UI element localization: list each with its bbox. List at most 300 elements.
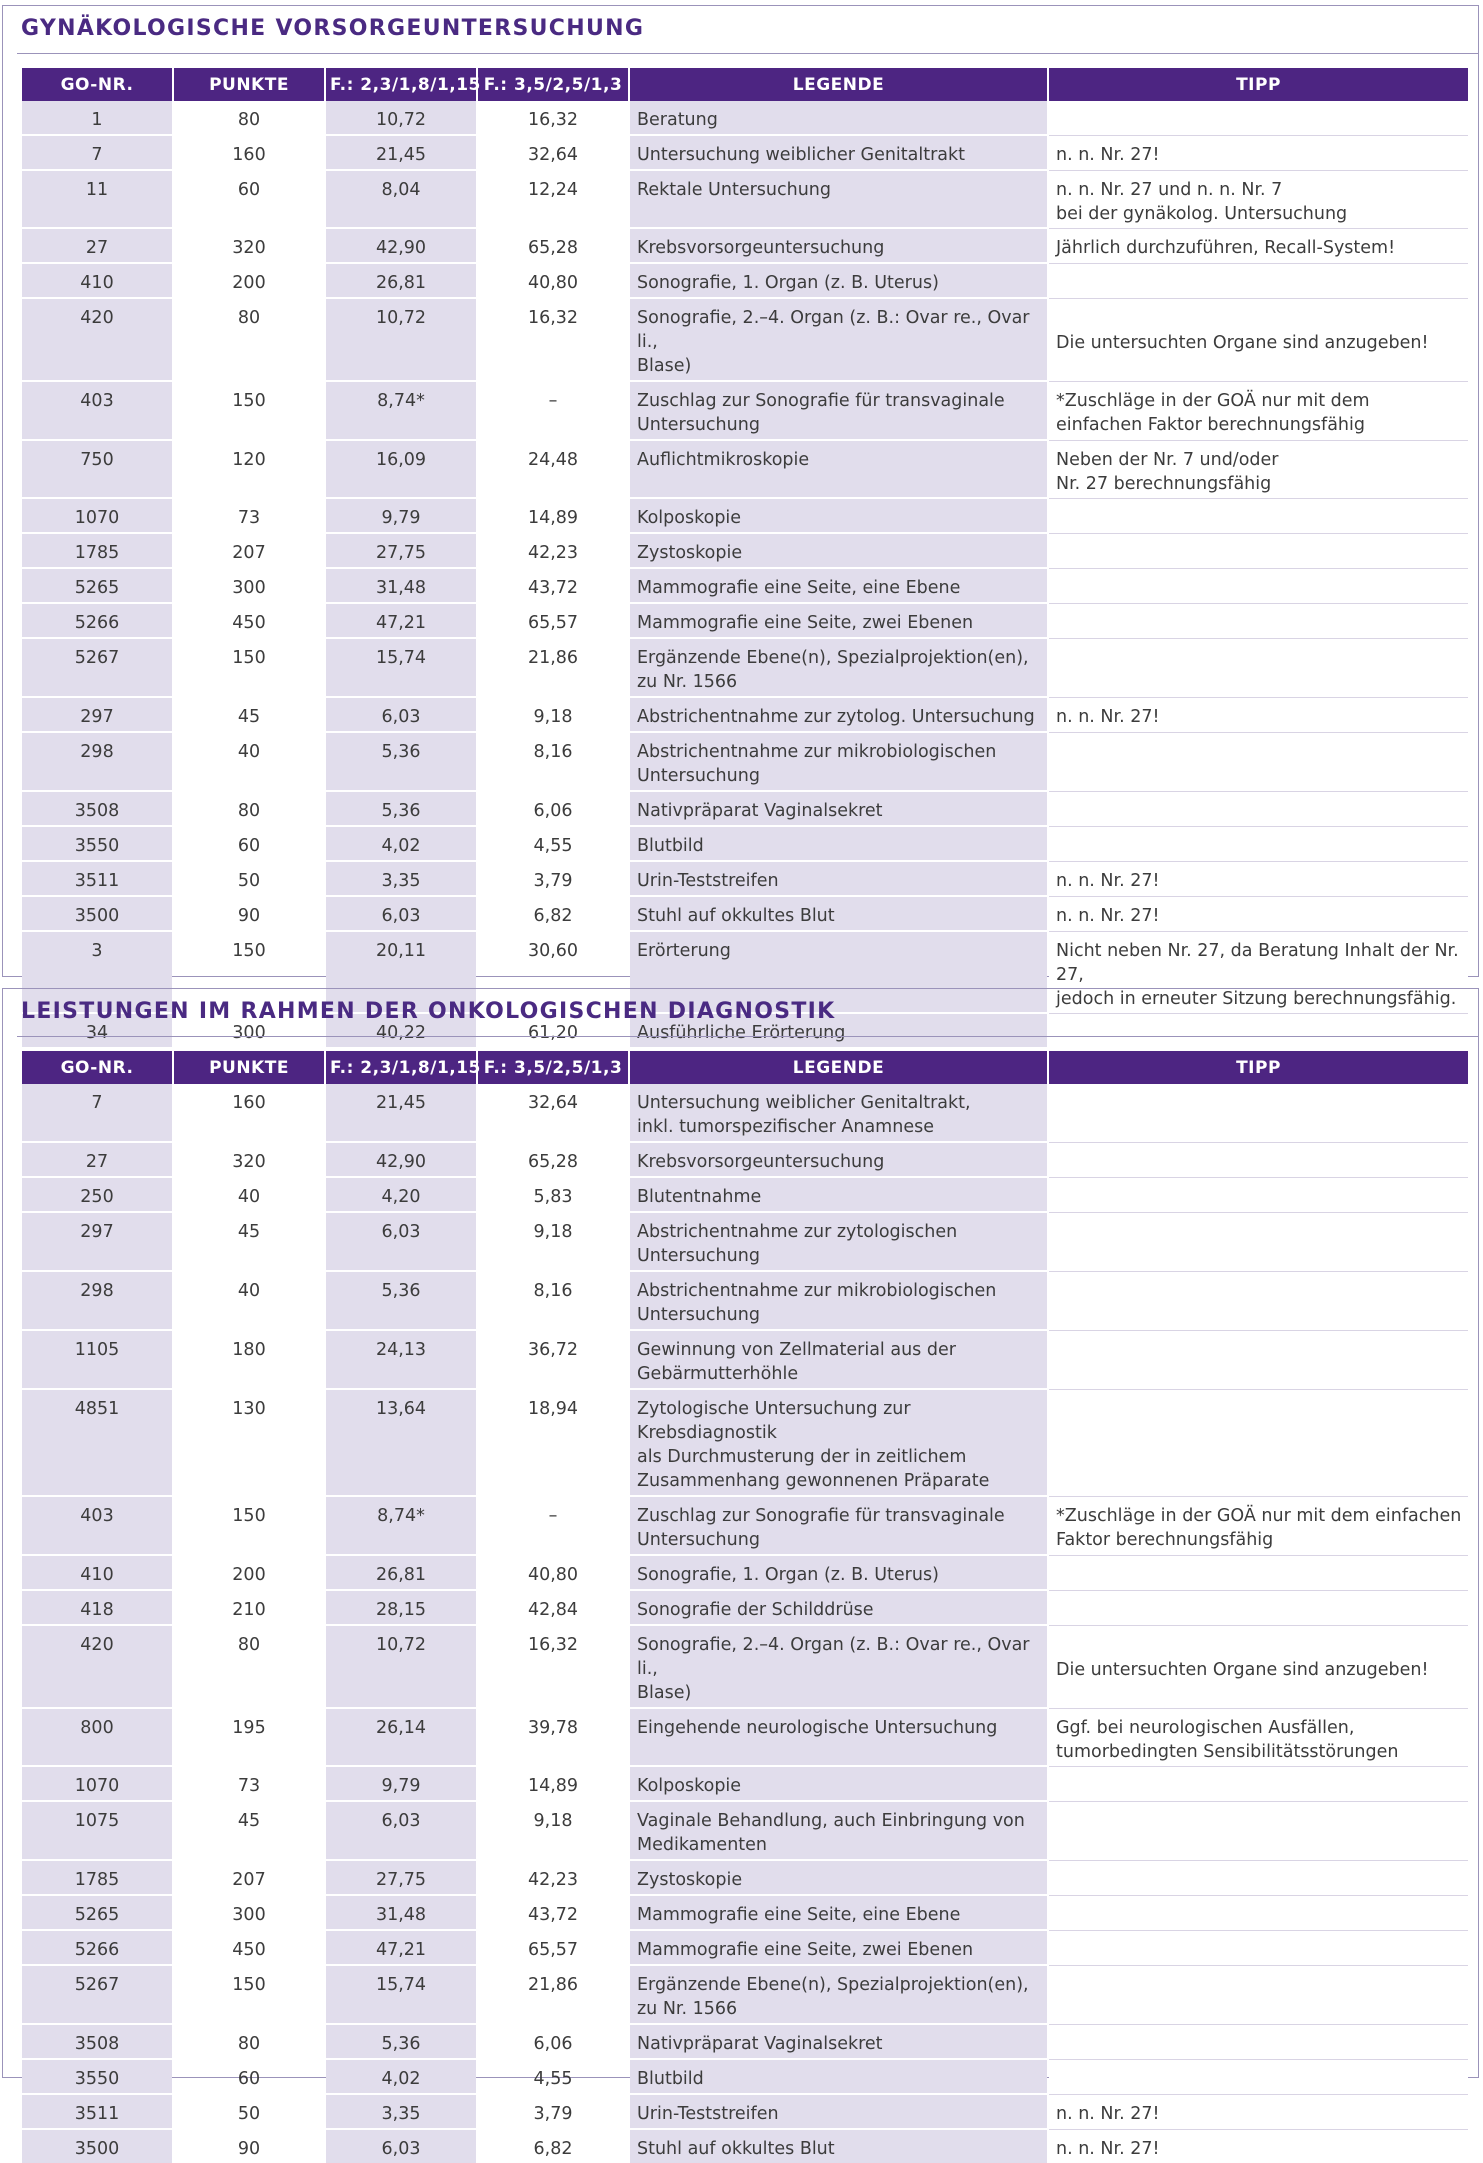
legend-text: Mammografie eine Seite, zwei Ebenen (637, 1940, 974, 1960)
cell-legende (630, 1178, 1047, 1213)
cell-punkte: 150 (174, 382, 324, 441)
table-row (22, 534, 1468, 569)
cell-faktor-niedrig: 42,90 (326, 229, 476, 264)
cell-faktor-niedrig: 5,36 (326, 2025, 476, 2060)
legend-text: Sonografie der Schilddrüse (637, 1600, 874, 1620)
cell-go-nr: 27 (22, 229, 172, 264)
legend-text: Gewinnung von Zellmaterial aus der Gebärmutterhöhle (637, 1340, 956, 1384)
cell-faktor-niedrig: 20,11 (326, 932, 476, 1014)
cell-tipp (1049, 1966, 1468, 2025)
table-header-row (22, 1051, 1468, 1084)
cell-legende (630, 792, 1047, 827)
cell-faktor-hoch: 65,57 (478, 1931, 628, 1966)
cell-faktor-hoch: 43,72 (478, 1896, 628, 1931)
cell-faktor-hoch: 40,80 (478, 1556, 628, 1591)
cell-go-nr: 3 (22, 932, 172, 1014)
cell-tipp (1049, 1767, 1468, 1802)
cell-tipp (1049, 604, 1468, 639)
cell-punkte: 120 (174, 441, 324, 499)
table-row (22, 1390, 1468, 1497)
cell-tipp (1049, 1178, 1468, 1213)
legend-text: Beratung (637, 110, 718, 130)
cell-legende (630, 1213, 1047, 1272)
cell-go-nr: 5267 (22, 1966, 172, 2025)
tip-text: Nicht neben Nr. 27, da Beratung Inhalt der Nr. 27, jedoch in erneuter Sitzung berechnungsfähig. (1056, 941, 1459, 1009)
cell-faktor-hoch: 42,23 (478, 1861, 628, 1896)
cell-tipp (1049, 264, 1468, 299)
legend-text: Abstrichentnahme zur mikrobiologischen Untersuchung (637, 742, 997, 786)
cell-faktor-niedrig: 26,14 (326, 1709, 476, 1767)
cell-faktor-niedrig: 40,22 (326, 1014, 476, 1047)
tip-text: n. n. Nr. 27! (1056, 707, 1160, 727)
title-divider (17, 53, 1478, 54)
cell-punkte: 300 (232, 1023, 266, 1043)
table-row (22, 1591, 1468, 1626)
table-row (22, 569, 1468, 604)
cell-faktor-niedrig: 27,75 (326, 1861, 476, 1896)
cell-go-nr: 1070 (22, 499, 172, 534)
cell-legende (630, 1767, 1047, 1802)
table-row (22, 1966, 1468, 2025)
cell-punkte: 450 (174, 604, 324, 639)
cell-legende (630, 1861, 1047, 1896)
tip-text: n. n. Nr. 27 und n. n. Nr. 7 bei der gynäkolog. Untersuchung (1056, 180, 1348, 224)
cell-legende (630, 1709, 1047, 1767)
table-row (22, 862, 1468, 897)
cell-go-nr: 34 (22, 1014, 172, 1047)
cell-faktor-niedrig: 4,02 (326, 827, 476, 862)
table-row (22, 441, 1468, 499)
cell-tipp (1049, 733, 1468, 792)
cell-faktor-hoch: 40,80 (478, 264, 628, 299)
table-row (22, 171, 1468, 229)
legend-text: Abstrichentnahme zur zytologischen Untersuchung (637, 1222, 958, 1266)
cell-legende (630, 827, 1047, 862)
cell-punkte: 73 (174, 1767, 324, 1802)
cell-tipp (1049, 299, 1468, 382)
cell-go-nr: 418 (22, 1591, 172, 1626)
cell-faktor-niedrig: 28,15 (326, 1591, 476, 1626)
cell-tipp (1049, 1272, 1468, 1331)
cell-legende (630, 862, 1047, 897)
cell-faktor-hoch: 12,24 (478, 171, 628, 229)
cell-tipp (1049, 2095, 1468, 2130)
legend-text: Stuhl auf okkultes Blut (637, 906, 835, 926)
cell-tipp (1049, 1213, 1468, 1272)
cell-tipp (1049, 1591, 1468, 1626)
cell-punkte: 40 (174, 733, 324, 792)
table-row (22, 1896, 1468, 1931)
table-row (22, 604, 1468, 639)
cell-go-nr: 403 (22, 1497, 172, 1556)
cell-faktor-hoch: 5,83 (478, 1178, 628, 1213)
cell-tipp (1049, 827, 1468, 862)
cell-punkte: 207 (174, 534, 324, 569)
section-title: GYNÄKOLOGISCHE VORSORGEUNTERSUCHUNG (21, 16, 645, 41)
legend-text: Rektale Untersuchung (637, 180, 831, 200)
cell-go-nr: 3550 (22, 2060, 172, 2095)
tip-text: Jährlich durchzuführen, Recall-System! (1056, 238, 1396, 258)
table-row (22, 827, 1468, 862)
cell-faktor-niedrig: 9,79 (326, 1767, 476, 1802)
legend-text: Abstrichentnahme zur zytolog. Untersuchung (637, 707, 1035, 727)
cell-faktor-hoch: 16,32 (478, 299, 628, 382)
cell-faktor-hoch: 6,06 (478, 792, 628, 827)
cell-legende (630, 639, 1047, 698)
cell-punkte: 130 (174, 1390, 324, 1497)
cell-faktor-hoch: 16,32 (478, 101, 628, 136)
cell-faktor-niedrig: 4,02 (326, 2060, 476, 2095)
cell-go-nr: 5265 (22, 1896, 172, 1931)
cell-faktor-hoch: 30,60 (478, 932, 628, 1014)
cell-punkte: 450 (174, 1931, 324, 1966)
cell-faktor-niedrig: 42,90 (326, 1143, 476, 1178)
cell-faktor-niedrig: 21,45 (326, 136, 476, 171)
cell-legende (630, 1143, 1047, 1178)
legend-text: Eingehende neurologische Untersuchung (637, 1718, 998, 1738)
cell-faktor-hoch: 4,55 (478, 827, 628, 862)
cell-legende (630, 1966, 1047, 2025)
cell-faktor-niedrig: 10,72 (326, 101, 476, 136)
legend-text: Urin-Teststreifen (637, 2104, 779, 2124)
cell-faktor-hoch: – (478, 1497, 628, 1556)
cell-go-nr: 403 (22, 382, 172, 441)
table-row (22, 1213, 1468, 1272)
cell-faktor-hoch: 32,64 (478, 136, 628, 171)
cell-faktor-niedrig: 8,74* (326, 1497, 476, 1556)
cell-legende (630, 441, 1047, 499)
cell-faktor-niedrig: 6,03 (326, 2130, 476, 2163)
cell-legende (630, 569, 1047, 604)
table-row (22, 1767, 1468, 1802)
legend-text: Sonografie, 2.–4. Organ (z. B.: Ovar re., Ovar li., Blase) (637, 1635, 1030, 1703)
cell-legende (630, 1896, 1047, 1931)
cell-go-nr: 1070 (22, 1767, 172, 1802)
legend-text: Kolposkopie (637, 508, 742, 528)
cell-go-nr: 5266 (22, 604, 172, 639)
cell-punkte: 180 (174, 1331, 324, 1390)
cell-faktor-hoch: 6,82 (533, 2139, 573, 2159)
cell-faktor-niedrig: 3,35 (326, 2095, 476, 2130)
legend-text: Zuschlag zur Sonografie für transvaginale Untersuchung (637, 1506, 1005, 1550)
cell-faktor-hoch: 42,84 (478, 1591, 628, 1626)
cell-faktor-niedrig: 8,04 (326, 171, 476, 229)
legend-text: Zystoskopie (637, 1870, 743, 1890)
cell-faktor-niedrig: 15,74 (326, 1966, 476, 2025)
cell-go-nr: 410 (22, 264, 172, 299)
cell-punkte: 150 (174, 1497, 324, 1556)
cell-faktor-niedrig: 4,20 (326, 1178, 476, 1213)
cell-faktor-hoch: 8,16 (478, 1272, 628, 1331)
table-row (22, 299, 1468, 382)
cell-faktor-hoch: 39,78 (478, 1709, 628, 1767)
column-header-tipp: TIPP (1049, 1051, 1468, 1084)
tip-text: Die untersuchten Organe sind anzugeben! (1056, 1659, 1429, 1680)
table-row (22, 698, 1468, 733)
table-row (22, 1178, 1468, 1213)
cell-faktor-hoch: 18,94 (478, 1390, 628, 1497)
cell-legende (630, 299, 1047, 382)
cell-legende (630, 2025, 1047, 2060)
cell-go-nr: 4851 (22, 1390, 172, 1497)
cell-tipp (1049, 569, 1468, 604)
cell-legende (630, 733, 1047, 792)
legend-text: Mammografie eine Seite, eine Ebene (637, 1905, 961, 1925)
cell-punkte: 50 (174, 2095, 324, 2130)
cell-punkte: 60 (174, 2060, 324, 2095)
cell-faktor-niedrig: 5,36 (326, 792, 476, 827)
cell-punkte: 80 (174, 792, 324, 827)
cell-faktor-niedrig: 26,81 (326, 1556, 476, 1591)
cell-faktor-hoch: 24,48 (478, 441, 628, 499)
cell-legende (630, 1390, 1047, 1497)
column-header-punkte: PUNKTE (174, 1051, 324, 1084)
cell-go-nr: 1105 (22, 1331, 172, 1390)
cell-tipp (1049, 1861, 1468, 1896)
cell-legende (630, 1591, 1047, 1626)
cell-faktor-hoch: 42,23 (478, 534, 628, 569)
cell-faktor-hoch: 32,64 (478, 1084, 628, 1143)
table-row (22, 733, 1468, 792)
cell-punkte: 60 (174, 171, 324, 229)
cell-go-nr: 1785 (22, 534, 172, 569)
cell-tipp (1049, 698, 1468, 733)
cell-faktor-hoch: 3,79 (478, 862, 628, 897)
cell-faktor-hoch: 36,72 (478, 1331, 628, 1390)
tip-text: Ggf. bei neurologischen Ausfällen, tumorbedingten Sensibilitätsstörungen (1056, 1718, 1399, 1762)
cell-punkte: 200 (174, 264, 324, 299)
legend-text: Untersuchung weiblicher Genitaltrakt (637, 145, 966, 165)
cell-faktor-niedrig: 6,03 (326, 1802, 476, 1861)
cell-punkte: 150 (174, 932, 324, 1014)
cell-legende (630, 2060, 1047, 2095)
legend-text: Sonografie, 2.–4. Organ (z. B.: Ovar re., Ovar li., Blase) (637, 308, 1030, 376)
cell-faktor-hoch: 6,82 (478, 897, 628, 932)
cell-faktor-hoch: 9,18 (478, 698, 628, 733)
cell-punkte: 45 (174, 1213, 324, 1272)
cell-legende (630, 264, 1047, 299)
tip-text: n. n. Nr. 27! (1056, 906, 1160, 926)
cell-legende (630, 136, 1047, 171)
cell-faktor-hoch: 65,57 (478, 604, 628, 639)
cell-legende (630, 1272, 1047, 1331)
cell-faktor-hoch: 65,28 (478, 1143, 628, 1178)
cell-faktor-hoch: 14,89 (478, 499, 628, 534)
cell-go-nr: 3500 (22, 897, 172, 932)
title-divider (17, 1036, 1478, 1037)
legend-text: Zystoskopie (637, 543, 743, 563)
legend-text: Zuschlag zur Sonografie für transvaginale Untersuchung (637, 391, 1005, 435)
cell-faktor-niedrig: 13,64 (326, 1390, 476, 1497)
cell-faktor-hoch: 8,16 (478, 733, 628, 792)
cell-legende (630, 534, 1047, 569)
legend-text: Stuhl auf okkultes Blut (637, 2139, 835, 2159)
cell-punkte: 60 (174, 827, 324, 862)
cell-punkte: 80 (174, 299, 324, 382)
cell-tipp (1049, 1084, 1468, 1143)
cell-punkte: 200 (174, 1556, 324, 1591)
cell-faktor-niedrig: 6,03 (326, 897, 476, 932)
cell-tipp (1049, 382, 1468, 441)
column-header-faktor-hoch: F.: 3,5/2,5/1,3 (478, 68, 628, 101)
table-row (22, 639, 1468, 698)
table-row (22, 1931, 1468, 1966)
cell-faktor-hoch: 21,86 (478, 639, 628, 698)
cell-punkte: 50 (174, 862, 324, 897)
cell-tipp (1049, 1896, 1468, 1931)
legend-text: Krebsvorsorgeuntersuchung (637, 238, 885, 258)
table-row (22, 1626, 1468, 1709)
cell-go-nr: 5265 (22, 569, 172, 604)
table-row (22, 1497, 1468, 1556)
cell-faktor-niedrig: 6,03 (326, 1213, 476, 1272)
cell-legende (630, 171, 1047, 229)
cell-legende (630, 229, 1047, 264)
cell-faktor-niedrig: 27,75 (326, 534, 476, 569)
cell-legende (630, 2130, 1047, 2163)
section-title: LEISTUNGEN IM RAHMEN DER ONKOLOGISCHEN DIAGNOSTIK (21, 999, 836, 1024)
legend-text: Abstrichentnahme zur mikrobiologischen Untersuchung (637, 1281, 997, 1325)
cell-punkte: 80 (174, 2025, 324, 2060)
section-oncological-diagnostics (2, 988, 1479, 2159)
table-row (22, 2060, 1468, 2095)
tip-text: *Zuschläge in der GOÄ nur mit dem einfachen Faktor berechnungsfähig (1056, 391, 1370, 435)
cell-punkte: 73 (174, 499, 324, 534)
cell-faktor-niedrig: 21,45 (326, 1084, 476, 1143)
cell-go-nr: 410 (22, 1556, 172, 1591)
cell-go-nr: 11 (22, 171, 172, 229)
cell-faktor-hoch: 9,18 (478, 1802, 628, 1861)
cell-tipp (1049, 229, 1468, 264)
cell-punkte: 80 (174, 101, 324, 136)
cell-tipp (1049, 2130, 1468, 2163)
cell-legende (630, 499, 1047, 534)
table-row (22, 1331, 1468, 1390)
column-header-tipp: TIPP (1049, 68, 1468, 101)
legend-text: Krebsvorsorgeuntersuchung (637, 1152, 885, 1172)
legend-text: Mammografie eine Seite, zwei Ebenen (637, 613, 974, 633)
column-header-faktor-hoch: F.: 3,5/2,5/1,3 (478, 1051, 628, 1084)
cell-faktor-hoch: 6,06 (478, 2025, 628, 2060)
legend-text: Blutbild (637, 2069, 704, 2089)
cell-punkte: 320 (174, 229, 324, 264)
cell-faktor-hoch: 14,89 (478, 1767, 628, 1802)
cell-tipp (1049, 1802, 1468, 1861)
table-row (22, 1556, 1468, 1591)
table-row (22, 897, 1468, 932)
cell-tipp (1049, 639, 1468, 698)
cell-faktor-hoch: 4,55 (478, 2060, 628, 2095)
cell-tipp (1049, 1497, 1468, 1556)
table-row (22, 1143, 1468, 1178)
table-row (22, 229, 1468, 264)
table-row (22, 1861, 1468, 1896)
column-header-legende: LEGENDE (630, 1051, 1047, 1084)
table-row (22, 1272, 1468, 1331)
cell-go-nr: 1785 (22, 1861, 172, 1896)
cell-legende (630, 1556, 1047, 1591)
cell-tipp (1049, 2025, 1468, 2060)
cell-legende (630, 897, 1047, 932)
cell-tipp (1049, 1331, 1468, 1390)
cell-faktor-niedrig: 47,21 (326, 604, 476, 639)
legend-text: Sonografie, 1. Organ (z. B. Uterus) (637, 273, 939, 293)
table-row (22, 499, 1468, 534)
legend-text: Ergänzende Ebene(n), Spezialprojektion(en), zu Nr. 1566 (637, 1975, 1029, 2019)
cell-faktor-hoch: 3,79 (478, 2095, 628, 2130)
table-row (22, 2130, 1468, 2163)
legend-text: Erörterung (637, 941, 731, 961)
cell-tipp (1049, 101, 1468, 136)
cell-go-nr: 298 (22, 733, 172, 792)
cell-go-nr: 297 (22, 698, 172, 733)
cell-go-nr: 1 (22, 101, 172, 136)
legend-text: Urin-Teststreifen (637, 871, 779, 891)
tip-text: n. n. Nr. 27! (1056, 2104, 1160, 2124)
cell-punkte: 160 (174, 1084, 324, 1143)
cell-legende (630, 101, 1047, 136)
cell-tipp (1049, 441, 1468, 499)
cell-go-nr: 3550 (22, 827, 172, 862)
cell-go-nr: 420 (22, 1626, 172, 1709)
legend-text: Blutbild (637, 836, 704, 856)
cell-punkte: 40 (174, 1178, 324, 1213)
cell-legende (630, 382, 1047, 441)
cell-legende (630, 1331, 1047, 1390)
cell-faktor-hoch: 43,72 (478, 569, 628, 604)
cell-legende (630, 1931, 1047, 1966)
cell-faktor-hoch: 9,18 (478, 1213, 628, 1272)
cell-tipp (1049, 1626, 1468, 1709)
cell-go-nr: 5266 (22, 1931, 172, 1966)
tip-text: n. n. Nr. 27! (1056, 145, 1160, 165)
cell-go-nr: 3511 (22, 2095, 172, 2130)
cell-faktor-niedrig: 10,72 (326, 1626, 476, 1709)
table-header-row (22, 68, 1468, 101)
cell-faktor-niedrig: 8,74* (326, 382, 476, 441)
cell-go-nr: 298 (22, 1272, 172, 1331)
cell-punkte: 207 (174, 1861, 324, 1896)
fee-table (20, 68, 1470, 1047)
cell-faktor-hoch: 65,28 (478, 229, 628, 264)
fee-table (20, 1051, 1470, 2163)
legend-text: Auflichtmikroskopie (637, 450, 810, 470)
cell-punkte: 90 (174, 897, 324, 932)
cell-go-nr: 420 (22, 299, 172, 382)
table-row (22, 1084, 1468, 1143)
cell-faktor-hoch: 61,20 (527, 1023, 579, 1043)
cell-punkte: 195 (174, 1709, 324, 1767)
cell-go-nr: 3511 (22, 862, 172, 897)
cell-tipp (1049, 897, 1468, 932)
cell-legende (630, 1497, 1047, 1556)
legend-text: Mammografie eine Seite, eine Ebene (637, 578, 961, 598)
cell-faktor-niedrig: 15,74 (326, 639, 476, 698)
cell-faktor-niedrig: 5,36 (326, 733, 476, 792)
table-row (22, 136, 1468, 171)
cell-punkte: 80 (174, 1626, 324, 1709)
cell-faktor-niedrig: 31,48 (326, 569, 476, 604)
column-header-punkte: PUNKTE (174, 68, 324, 101)
cell-go-nr: 297 (22, 1213, 172, 1272)
cell-punkte: 150 (174, 1966, 324, 2025)
legend-text: Blutentnahme (637, 1187, 762, 1207)
cell-legende (630, 1084, 1047, 1143)
cell-punkte: 150 (174, 639, 324, 698)
cell-go-nr: 250 (22, 1178, 172, 1213)
cell-faktor-hoch: – (478, 382, 628, 441)
legend-text: Nativpräparat Vaginalsekret (637, 801, 883, 821)
